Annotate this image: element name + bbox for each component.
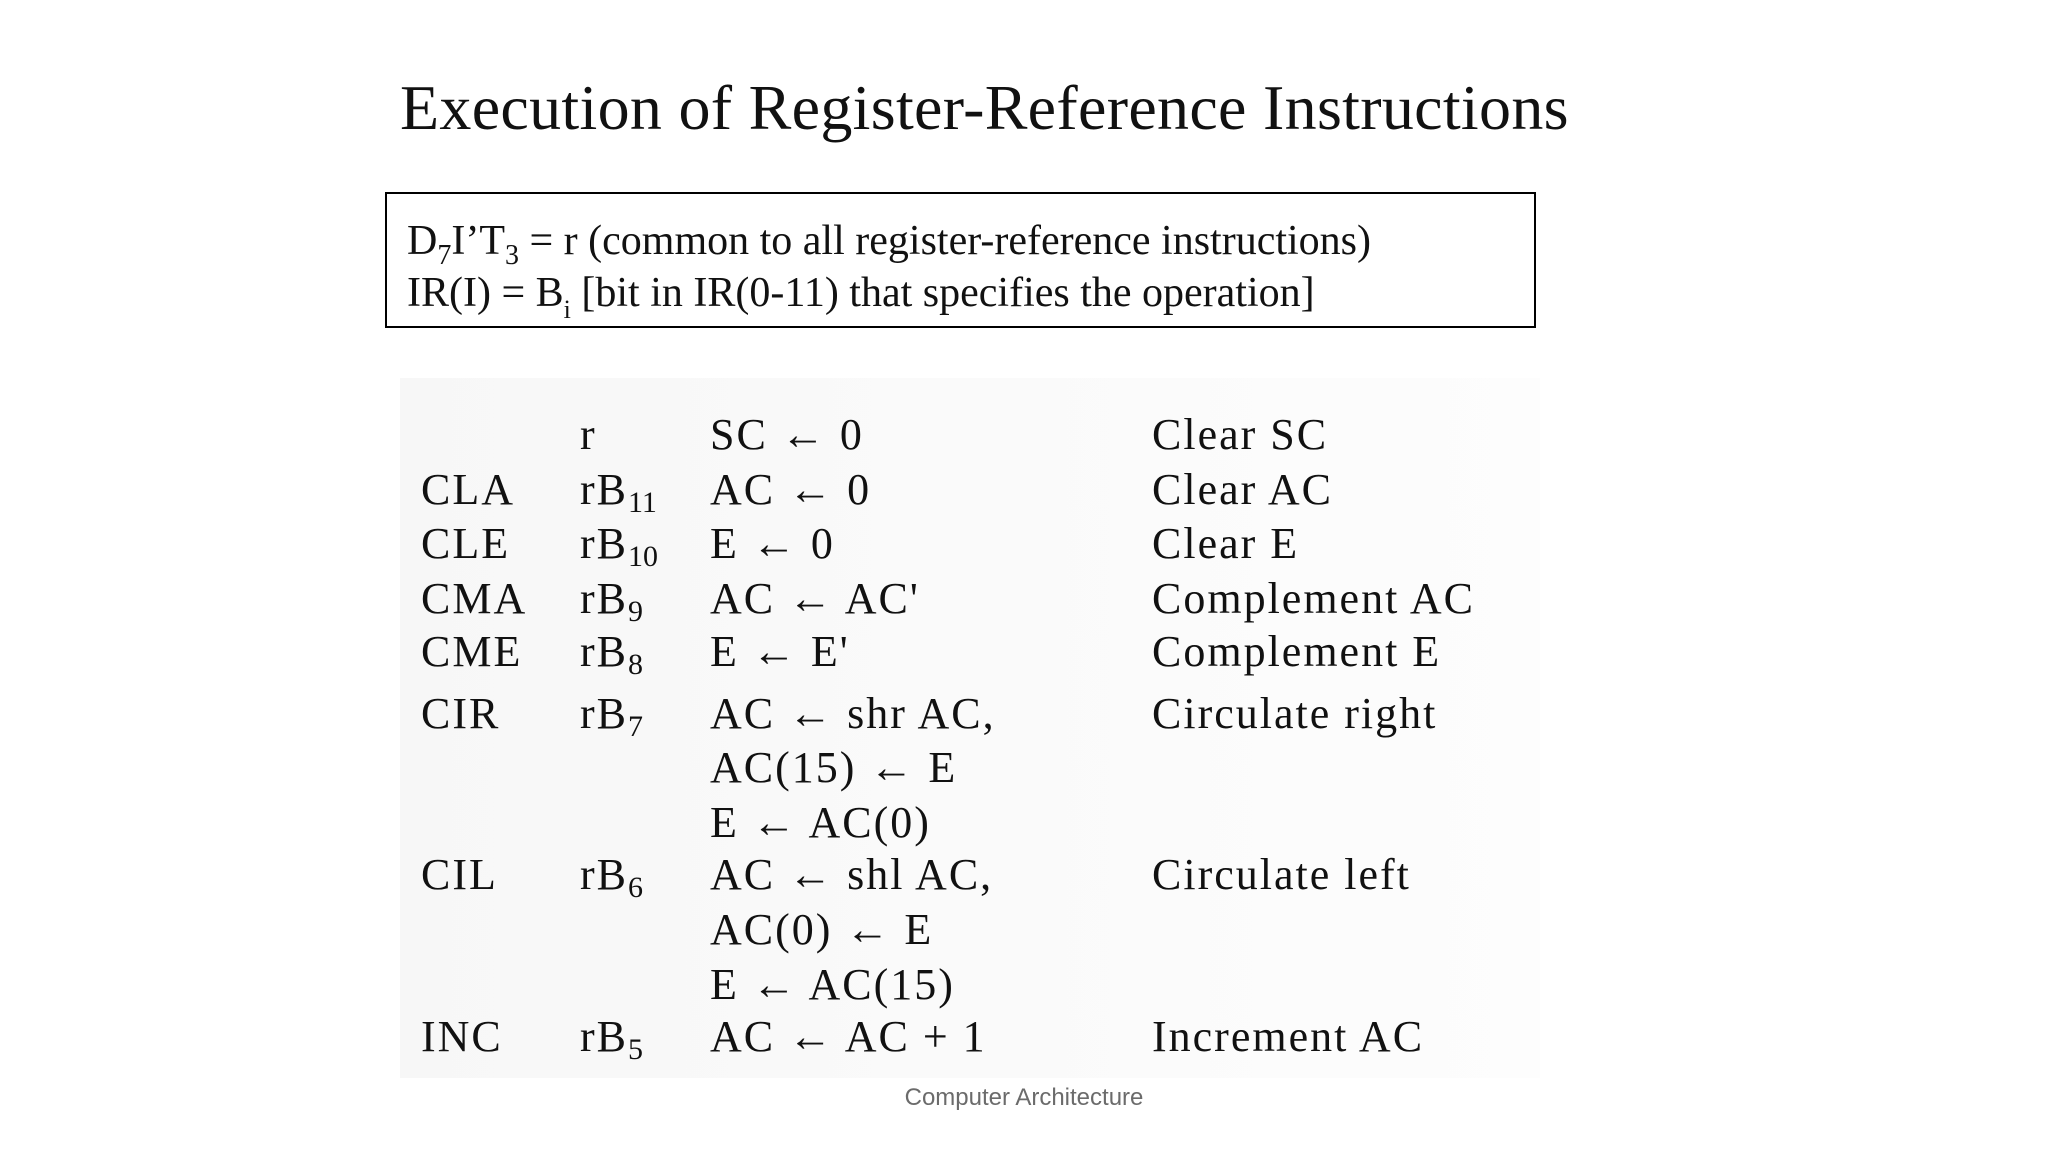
symbol-text: rB xyxy=(580,627,628,676)
it-symbol: I’T xyxy=(451,218,505,264)
slide-title: Execution of Register-Reference Instructions xyxy=(400,72,1569,143)
microoperation-cell: E ← AC(15) xyxy=(710,960,955,1009)
microoperation-cell: AC ← shr AC, xyxy=(710,689,996,738)
symbol-subscript: 8 xyxy=(628,648,643,681)
description-cell: Complement AC xyxy=(1152,574,1475,623)
opcode-cell: CLA xyxy=(421,465,515,514)
symbol-subscript: 6 xyxy=(628,871,643,904)
symbol-subscript: 11 xyxy=(628,486,657,519)
microoperation-cell: E ← AC(0) xyxy=(710,798,931,847)
symbol-cell xyxy=(580,1010,643,1077)
symbol-subscript: 9 xyxy=(628,595,643,628)
opcode-cell: CIL xyxy=(421,850,498,899)
microoperation-cell: AC ← shl AC, xyxy=(710,850,994,899)
b-subscript: i xyxy=(563,295,571,324)
symbol-text: rB xyxy=(580,574,628,623)
definition-box xyxy=(385,192,1536,328)
symbol-cell xyxy=(580,848,643,915)
description-cell: Complement E xyxy=(1152,627,1442,676)
opcode-cell: CLE xyxy=(421,519,511,568)
symbol-subscript: 7 xyxy=(628,710,643,743)
description-cell: Clear AC xyxy=(1152,465,1333,514)
d-subscript: 7 xyxy=(437,240,452,271)
description-cell: Increment AC xyxy=(1152,1012,1425,1061)
microoperation-cell: E ← E' xyxy=(710,627,850,676)
microoperation-cell: AC ← AC + 1 xyxy=(710,1012,987,1061)
symbol-cell xyxy=(580,625,643,692)
symbol-text: rB xyxy=(580,519,628,568)
microoperation-cell: AC ← 0 xyxy=(710,465,872,514)
definition-text-1: = r (common to all register-reference instructions) xyxy=(518,218,1372,264)
opcode-cell: INC xyxy=(421,1012,503,1061)
symbol-text: rB xyxy=(580,689,628,738)
description-cell: Clear SC xyxy=(1152,410,1329,459)
opcode-cell: CIR xyxy=(421,689,501,738)
symbol-subscript: 10 xyxy=(628,540,658,573)
microoperation-cell: E ← 0 xyxy=(710,519,835,568)
symbol-text: rB xyxy=(580,1012,628,1061)
microoperation-cell: AC(15) ← E xyxy=(710,743,958,792)
opcode-cell: CME xyxy=(421,627,523,676)
opcode-cell: CMA xyxy=(421,574,528,623)
ir-symbol: IR(I) = B xyxy=(407,270,564,316)
symbol-text: rB xyxy=(580,465,628,514)
definition-line-2 xyxy=(407,268,1315,335)
definition-text-2: [bit in IR(0-11) that specifies the operation] xyxy=(570,270,1315,316)
description-cell: Circulate left xyxy=(1152,850,1411,899)
symbol-text: r xyxy=(580,410,597,459)
microoperation-cell: AC ← AC' xyxy=(710,574,920,623)
microoperation-cell: SC ← 0 xyxy=(710,410,864,459)
symbol-text: rB xyxy=(580,850,628,899)
description-cell: Circulate right xyxy=(1152,689,1438,738)
d-symbol: D xyxy=(407,218,438,264)
footer-text: Computer Architecture xyxy=(904,1084,1144,1111)
t-subscript: 3 xyxy=(504,240,519,271)
microoperation-cell: AC(0) ← E xyxy=(710,905,934,954)
symbol-subscript: 5 xyxy=(628,1033,643,1066)
symbol-cell xyxy=(580,687,643,754)
description-cell: Clear E xyxy=(1152,519,1300,568)
